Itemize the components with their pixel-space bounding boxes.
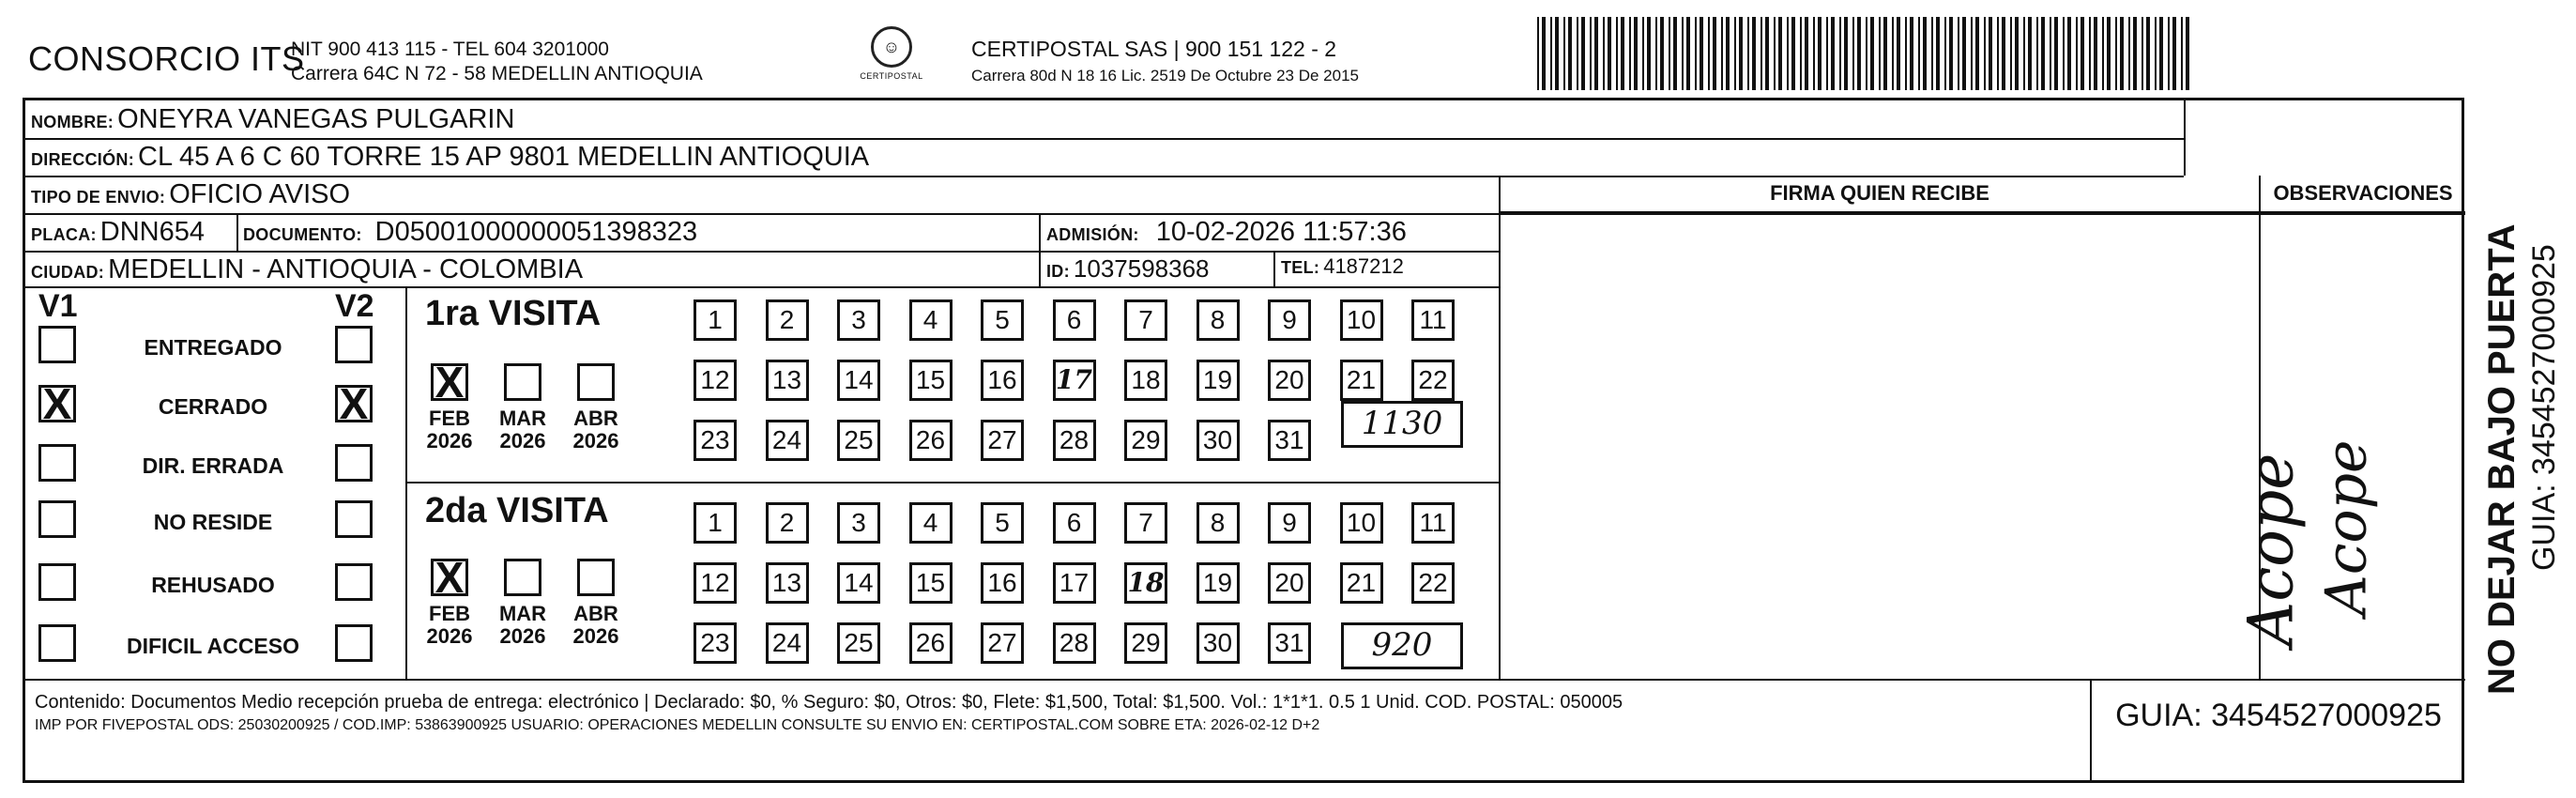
day-cell: 22 bbox=[1411, 562, 1455, 604]
id-value: 1037598368 bbox=[1073, 254, 1210, 283]
status-label: DIR. ERRADA bbox=[142, 453, 284, 478]
barcode-bar bbox=[1866, 17, 1867, 90]
plate-cell bbox=[31, 217, 205, 248]
barcode-bar bbox=[1989, 17, 1992, 90]
day-cell: 26 bbox=[909, 420, 953, 461]
second-visit-time: 920 bbox=[1341, 622, 1463, 669]
barcode-bar bbox=[1765, 17, 1769, 90]
barcode-bar bbox=[2168, 17, 2170, 90]
barcode-bar bbox=[2186, 17, 2189, 90]
day-cell: 12 bbox=[694, 360, 737, 401]
barcode-bar bbox=[1971, 17, 1973, 90]
barcode-bar bbox=[1616, 17, 1618, 90]
day-cell: 27 bbox=[981, 622, 1024, 664]
day-cell: 1 bbox=[694, 502, 737, 544]
barcode-bar bbox=[1852, 17, 1854, 90]
barcode-bar bbox=[1713, 17, 1716, 90]
day-cell: 20 bbox=[1268, 562, 1311, 604]
barcode-bar bbox=[2155, 17, 2157, 90]
nombre-label: NOMBRE: bbox=[31, 113, 114, 131]
v2-checkbox bbox=[335, 624, 373, 662]
v1-label: V1 bbox=[38, 288, 78, 324]
barcode bbox=[1537, 17, 2194, 90]
placa-label: PLACA: bbox=[31, 225, 97, 244]
barcode-bar bbox=[1800, 17, 1802, 90]
day-cell: 11 bbox=[1411, 299, 1455, 341]
barcode-bar bbox=[1739, 17, 1743, 90]
barcode-bar bbox=[2142, 17, 2143, 90]
barcode-bar bbox=[1831, 17, 1835, 90]
ciudad-label: CIUDAD: bbox=[31, 263, 105, 282]
day-cell: 5 bbox=[981, 299, 1024, 341]
barcode-bar bbox=[1962, 17, 1966, 90]
barcode-bar bbox=[1747, 17, 1749, 90]
status-label: ENTREGADO bbox=[144, 335, 282, 360]
barcode-bar bbox=[2054, 17, 2058, 90]
contents-line: Contenido: Documentos Medio recepción prueba de entrega: electrónico | Declarado: $0, % Seguro: $0, Otros: $0, Flete: $1,500, Total: $1,500. Vol.: 1*1*1. 0.5 1 Unid. COD. POSTAL: 050005 bbox=[35, 692, 1623, 713]
day-cell: 15 bbox=[909, 562, 953, 604]
barcode-bar bbox=[1726, 17, 1730, 90]
month-year: 2026 bbox=[426, 624, 473, 648]
day-cell: 5 bbox=[981, 502, 1024, 544]
barcode-bar bbox=[2023, 17, 2025, 90]
barcode-bar bbox=[1563, 17, 1565, 90]
month-checkbox-mark: X bbox=[434, 553, 465, 602]
shipment-type-row bbox=[31, 179, 350, 210]
barcode-bar bbox=[1708, 17, 1710, 90]
barcode-bar bbox=[2041, 17, 2045, 90]
barcode-bar bbox=[2120, 17, 2124, 90]
barcode-bar bbox=[1695, 17, 1697, 90]
barcode-bar bbox=[1931, 17, 1933, 90]
day-cell: 6 bbox=[1053, 299, 1096, 341]
barcode-bar bbox=[2107, 17, 2111, 90]
barcode-bar bbox=[1660, 17, 1664, 90]
month-year: 2026 bbox=[499, 429, 546, 453]
barcode-bar bbox=[2094, 17, 2097, 90]
day-cell: 8 bbox=[1197, 502, 1240, 544]
day-cell: 23 bbox=[694, 420, 737, 461]
barcode-bar bbox=[1897, 17, 1900, 90]
barcode-bar bbox=[1734, 17, 1736, 90]
status-label: REHUSADO bbox=[151, 573, 275, 597]
barcode-bar bbox=[2181, 17, 2183, 90]
v2-checkbox bbox=[335, 444, 373, 482]
barcode-bar bbox=[1577, 17, 1578, 90]
second-visit-title: 2da VISITA bbox=[425, 491, 609, 530]
barcode-bar bbox=[2002, 17, 2005, 90]
id-cell bbox=[1046, 254, 1210, 284]
do-not-leave-under-door: NO DEJAR BAJO PUERTA bbox=[2481, 223, 2523, 695]
day-cell: 14 bbox=[837, 360, 880, 401]
barcode-bar bbox=[1774, 17, 1776, 90]
documento-label: DOCUMENTO: bbox=[243, 225, 362, 244]
barcode-bar bbox=[2067, 17, 2071, 90]
v2-checkbox bbox=[335, 500, 373, 538]
day-cell: 2 bbox=[766, 502, 809, 544]
tel-cell bbox=[1281, 254, 1404, 279]
barcode-bar bbox=[1555, 17, 1559, 90]
barcode-bar bbox=[1984, 17, 1986, 90]
barcode-bar bbox=[1590, 17, 1592, 90]
first-visit-time: 1130 bbox=[1341, 401, 1463, 448]
barcode-bar bbox=[1594, 17, 1598, 90]
day-cell: 18 bbox=[1124, 360, 1167, 401]
barcode-bar bbox=[1778, 17, 1782, 90]
barcode-bar bbox=[1581, 17, 1585, 90]
v1-checkbox bbox=[38, 444, 76, 482]
barcode-bar bbox=[2115, 17, 2117, 90]
admission-value: 10-02-2026 11:57:36 bbox=[1155, 217, 1407, 247]
tipo-label: TIPO DE ENVIO: bbox=[31, 188, 166, 207]
document-cell bbox=[243, 217, 697, 248]
month-year: 2026 bbox=[572, 624, 619, 648]
barcode-bar bbox=[2133, 17, 2137, 90]
admision-label: ADMISIÓN: bbox=[1046, 225, 1139, 244]
day-cell: 10 bbox=[1340, 299, 1383, 341]
day-cell: 29 bbox=[1124, 622, 1167, 664]
barcode-bar bbox=[1721, 17, 1723, 90]
v2-checkbox bbox=[335, 326, 373, 363]
barcode-bar bbox=[1923, 17, 1927, 90]
month-name: ABR bbox=[573, 407, 618, 430]
barcode-bar bbox=[1905, 17, 1907, 90]
day-cell: 13 bbox=[766, 360, 809, 401]
first-visit-title: 1ra VISITA bbox=[425, 294, 602, 333]
recipient-name: ONEYRA VANEGAS PULGARIN bbox=[117, 104, 515, 134]
barcode-bar bbox=[2081, 17, 2084, 90]
month-checkbox bbox=[504, 363, 541, 401]
address-row bbox=[31, 142, 869, 173]
document-value: D05001000000051398323 bbox=[374, 217, 698, 247]
company-address-line: Carrera 64C N 72 - 58 MEDELLIN ANTIOQUIA bbox=[291, 63, 703, 84]
barcode-bar bbox=[1655, 17, 1657, 90]
day-cell: 18 bbox=[1124, 562, 1167, 604]
certipostal-logo-icon: ☺ bbox=[871, 26, 912, 68]
address-value: CL 45 A 6 C 60 TORRE 15 AP 9801 MEDELLIN ANTIOQUIA bbox=[138, 142, 870, 172]
day-cell: 19 bbox=[1197, 562, 1240, 604]
day-cell: 29 bbox=[1124, 420, 1167, 461]
barcode-bar bbox=[1787, 17, 1789, 90]
day-cell: 27 bbox=[981, 420, 1024, 461]
tel-label: TEL: bbox=[1281, 258, 1320, 277]
month-year: 2026 bbox=[426, 429, 473, 453]
day-cell: 31 bbox=[1268, 420, 1311, 461]
v1-checkbox bbox=[38, 326, 76, 363]
barcode-bar bbox=[1870, 17, 1874, 90]
barcode-bar bbox=[1752, 17, 1756, 90]
side-guia-number: GUIA: 3454527000925 bbox=[2526, 244, 2562, 571]
company-name: CONSORCIO ITS bbox=[28, 39, 305, 78]
month-name: MAR bbox=[498, 602, 547, 625]
city-value: MEDELLIN - ANTIOQUIA - COLOMBIA bbox=[108, 254, 584, 284]
day-cell: 28 bbox=[1053, 420, 1096, 461]
day-cell: 25 bbox=[837, 420, 880, 461]
barcode-bar bbox=[2076, 17, 2078, 90]
day-cell: 21 bbox=[1340, 360, 1383, 401]
barcode-bar bbox=[1647, 17, 1651, 90]
month-checkbox bbox=[577, 363, 615, 401]
status-label: DIFICIL ACCESO bbox=[126, 634, 299, 658]
day-cell: 7 bbox=[1124, 502, 1167, 544]
barcode-bar bbox=[1826, 17, 1828, 90]
day-cell: 25 bbox=[837, 622, 880, 664]
day-cell: 4 bbox=[909, 502, 953, 544]
barcode-bar bbox=[1805, 17, 1808, 90]
barcode-bar bbox=[2050, 17, 2051, 90]
v1-checkbox bbox=[38, 500, 76, 538]
barcode-bar bbox=[1673, 17, 1677, 90]
status-label: NO RESIDE bbox=[153, 510, 273, 534]
barcode-bar bbox=[2102, 17, 2104, 90]
admission-cell bbox=[1046, 217, 1407, 248]
v1-checkbox bbox=[38, 624, 76, 662]
barcode-bar bbox=[1883, 17, 1887, 90]
city-cell bbox=[31, 254, 583, 285]
day-cell: 9 bbox=[1268, 299, 1311, 341]
day-cell: 10 bbox=[1340, 502, 1383, 544]
barcode-bar bbox=[1634, 17, 1638, 90]
month-name: MAR bbox=[498, 407, 547, 430]
direccion-label: DIRECCIÓN: bbox=[31, 150, 134, 169]
barcode-bar bbox=[1642, 17, 1644, 90]
v2-checkbox bbox=[335, 563, 373, 601]
status-label: CERRADO bbox=[158, 394, 268, 419]
carrier-name-line: CERTIPOSTAL SAS | 900 151 122 - 2 bbox=[971, 37, 1337, 61]
barcode-bar bbox=[1629, 17, 1631, 90]
day-cell: 24 bbox=[766, 622, 809, 664]
day-cell: 13 bbox=[766, 562, 809, 604]
plate-value: DNN654 bbox=[99, 217, 206, 247]
barcode-bar bbox=[1879, 17, 1881, 90]
barcode-bar bbox=[2015, 17, 2019, 90]
barcode-bar bbox=[1537, 17, 1539, 90]
v2-label: V2 bbox=[335, 288, 374, 324]
barcode-bar bbox=[1949, 17, 1953, 90]
barcode-bar bbox=[1839, 17, 1841, 90]
tel-value: 4187212 bbox=[1323, 254, 1404, 278]
day-cell: 9 bbox=[1268, 502, 1311, 544]
month-checkbox bbox=[577, 559, 615, 596]
day-cell: 4 bbox=[909, 299, 953, 341]
barcode-bar bbox=[2010, 17, 2012, 90]
barcode-bar bbox=[2128, 17, 2130, 90]
month-name: ABR bbox=[573, 602, 618, 625]
day-cell: 30 bbox=[1197, 420, 1240, 461]
day-cell: 31 bbox=[1268, 622, 1311, 664]
barcode-bar bbox=[1542, 17, 1546, 90]
barcode-bar bbox=[1761, 17, 1762, 90]
day-cell: 22 bbox=[1411, 360, 1455, 401]
day-cell: 7 bbox=[1124, 299, 1167, 341]
barcode-bar bbox=[2172, 17, 2176, 90]
day-cell: 15 bbox=[909, 360, 953, 401]
barcode-bar bbox=[2089, 17, 2091, 90]
day-cell: 11 bbox=[1411, 502, 1455, 544]
day-cell: 28 bbox=[1053, 622, 1096, 664]
barcode-bar bbox=[1910, 17, 1913, 90]
barcode-bar bbox=[1791, 17, 1795, 90]
day-cell: 14 bbox=[837, 562, 880, 604]
print-info-line: IMP POR FIVEPOSTAL ODS: 25030200925 / COD.IMP: 53863900925 USUARIO: OPERACIONES MEDELLIN CONSULTE SU ENVIO EN: CERTIPOSTAL.COM SOBRE ETA: 2026-02-12 D+2 bbox=[35, 717, 1320, 733]
day-cell: 17 bbox=[1053, 562, 1096, 604]
barcode-bar bbox=[1603, 17, 1605, 90]
carrier-address-line: Carrera 80d N 18 16 Lic. 2519 De Octubre 23 De 2015 bbox=[971, 67, 1359, 84]
barcode-bar bbox=[2146, 17, 2150, 90]
month-name: FEB bbox=[429, 407, 470, 430]
barcode-bar bbox=[2036, 17, 2038, 90]
day-cell: 30 bbox=[1197, 622, 1240, 664]
barcode-bar bbox=[1550, 17, 1552, 90]
delivery-form bbox=[23, 98, 2464, 783]
observaciones-header: OBSERVACIONES bbox=[2273, 181, 2453, 205]
day-cell: 23 bbox=[694, 622, 737, 664]
barcode-bar bbox=[2159, 17, 2163, 90]
month-year: 2026 bbox=[572, 429, 619, 453]
guia-number: GUIA: 3454527000925 bbox=[2115, 698, 2442, 733]
barcode-bar bbox=[1892, 17, 1894, 90]
receiver-signature: Acope bbox=[2234, 453, 2308, 647]
v1-checkbox-mark: X bbox=[42, 379, 72, 428]
day-cell: 19 bbox=[1197, 360, 1240, 401]
barcode-bar bbox=[1997, 17, 1999, 90]
v2-checkbox-mark: X bbox=[339, 379, 369, 428]
observations-signature: Acope bbox=[2313, 439, 2380, 616]
day-cell: 2 bbox=[766, 299, 809, 341]
barcode-bar bbox=[1621, 17, 1624, 90]
recipient-name-row bbox=[31, 104, 514, 135]
shipment-type: OFICIO AVISO bbox=[169, 179, 351, 209]
day-cell: 16 bbox=[981, 360, 1024, 401]
id-label: ID: bbox=[1046, 262, 1070, 281]
barcode-bar bbox=[1608, 17, 1611, 90]
firma-header: FIRMA QUIEN RECIBE bbox=[1770, 181, 1989, 205]
v1-checkbox bbox=[38, 563, 76, 601]
day-cell: 3 bbox=[837, 502, 880, 544]
day-cell: 3 bbox=[837, 299, 880, 341]
month-checkbox bbox=[504, 559, 541, 596]
company-nit-line: NIT 900 413 115 - TEL 604 3201000 bbox=[291, 38, 609, 60]
day-cell: 16 bbox=[981, 562, 1024, 604]
certipostal-logo bbox=[849, 26, 934, 92]
day-cell: 24 bbox=[766, 420, 809, 461]
day-cell: 12 bbox=[694, 562, 737, 604]
month-name: FEB bbox=[429, 602, 470, 625]
barcode-bar bbox=[1918, 17, 1920, 90]
barcode-bar bbox=[1818, 17, 1821, 90]
day-cell: 6 bbox=[1053, 502, 1096, 544]
barcode-bar bbox=[2028, 17, 2032, 90]
barcode-bar bbox=[1944, 17, 1946, 90]
barcode-bar bbox=[2063, 17, 2065, 90]
day-cell: 20 bbox=[1268, 360, 1311, 401]
day-cell: 26 bbox=[909, 622, 953, 664]
barcode-bar bbox=[1958, 17, 1959, 90]
day-cell: 21 bbox=[1340, 562, 1383, 604]
barcode-bar bbox=[1682, 17, 1684, 90]
day-cell: 17 bbox=[1053, 360, 1096, 401]
barcode-bar bbox=[1936, 17, 1940, 90]
month-year: 2026 bbox=[499, 624, 546, 648]
barcode-bar bbox=[1813, 17, 1815, 90]
barcode-bar bbox=[1975, 17, 1979, 90]
month-checkbox-mark: X bbox=[434, 358, 465, 407]
barcode-bar bbox=[1857, 17, 1861, 90]
barcode-bar bbox=[1669, 17, 1670, 90]
barcode-bar bbox=[1568, 17, 1572, 90]
barcode-bar bbox=[1686, 17, 1690, 90]
day-cell: 8 bbox=[1197, 299, 1240, 341]
barcode-bar bbox=[1700, 17, 1703, 90]
logo-caption: CERTIPOSTAL bbox=[860, 71, 923, 81]
barcode-bar bbox=[1844, 17, 1848, 90]
day-cell: 1 bbox=[694, 299, 737, 341]
